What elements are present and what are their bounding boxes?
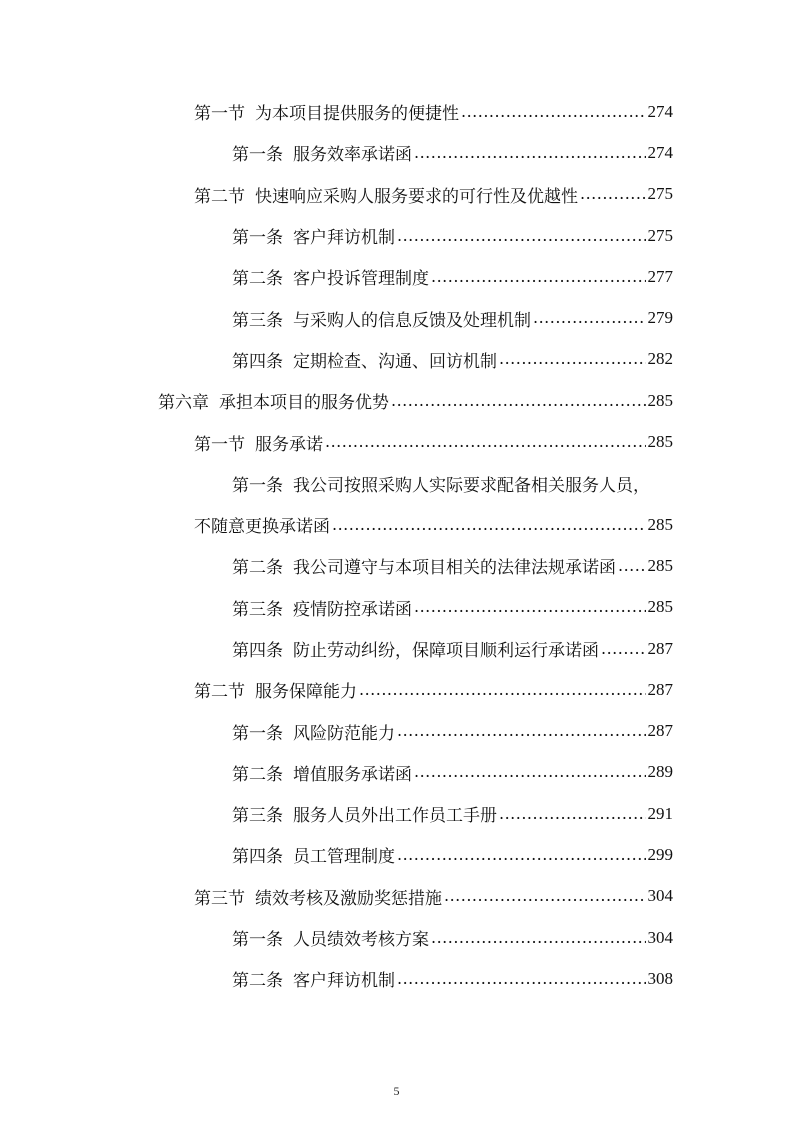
toc-entry-page: 285	[647, 555, 673, 575]
toc-entry-page: 285	[647, 597, 673, 617]
toc-dot-leader	[414, 760, 646, 784]
toc-entry-number: 第一条	[232, 930, 283, 951]
toc-entry-title: 我公司按照采购人实际要求配备相关服务人员，	[293, 475, 650, 496]
toc-entry-page: 291	[647, 803, 673, 823]
toc-entry[interactable]	[0, 504, 793, 545]
toc-entry-number: 第一条	[232, 228, 283, 249]
toc-entry-number: 第一条	[232, 723, 283, 744]
toc-dot-leader	[414, 141, 646, 165]
toc-entry-number: 第一节	[194, 104, 245, 125]
toc-entry-number: 第一条	[232, 475, 283, 496]
toc-dot-leader	[601, 637, 646, 661]
toc-entry-title: 人员绩效考核方案	[293, 930, 429, 951]
toc-entry-page: 274	[647, 101, 673, 121]
toc-entry-number: 第二条	[232, 971, 283, 992]
toc-entry-title: 客户拜访机制	[293, 971, 395, 992]
toc-entry-title: 增值服务承诺函	[293, 764, 412, 785]
toc-dot-leader	[414, 595, 646, 619]
toc-entry-page: 275	[647, 184, 673, 204]
toc-entry[interactable]	[0, 380, 793, 421]
toc-dot-leader	[359, 678, 646, 702]
toc-entry-title: 为本项目提供服务的便捷性	[255, 104, 459, 125]
toc-entry-page: 279	[647, 308, 673, 328]
toc-entry[interactable]	[0, 215, 793, 256]
toc-entry-title: 防止劳动纠纷，保障项目顺利运行承诺函	[293, 641, 599, 661]
toc-entry-title: 客户拜访机制	[293, 228, 395, 249]
toc-entry-page: 282	[647, 349, 673, 369]
toc-entry[interactable]	[0, 463, 793, 504]
toc-dot-leader	[580, 182, 646, 206]
toc-dot-leader	[397, 843, 646, 867]
toc-entry-page: 304	[647, 886, 673, 906]
toc-dot-leader	[431, 926, 646, 950]
toc-entry-title: 服务人员外出工作员工手册	[293, 806, 497, 827]
toc-entry-number: 第四条	[232, 847, 283, 868]
toc-entry[interactable]	[0, 91, 793, 132]
toc-entry[interactable]	[0, 669, 793, 710]
toc-entry[interactable]	[0, 793, 793, 834]
toc-entry[interactable]	[0, 628, 793, 669]
toc-entry-number: 第六章	[158, 393, 209, 414]
toc-entry[interactable]	[0, 876, 793, 917]
toc-dot-leader	[499, 802, 646, 826]
toc-entry[interactable]	[0, 834, 793, 875]
toc-entry-title: 绩效考核及激励奖惩措施	[255, 888, 442, 909]
toc-entry-page: 287	[647, 638, 673, 658]
toc-entry-title: 风险防范能力	[293, 723, 395, 744]
toc-entry-page: 304	[647, 927, 673, 947]
toc-entry-page: 285	[647, 390, 673, 410]
toc-entry[interactable]	[0, 132, 793, 173]
toc-entry-number: 第四条	[232, 351, 283, 372]
toc-entry-title: 服务保障能力	[255, 682, 357, 703]
toc-entry-title: 员工管理制度	[293, 847, 395, 868]
toc-entry-title: 承担本项目的服务优势	[219, 393, 389, 414]
toc-entry-page: 287	[647, 679, 673, 699]
toc-dot-leader	[397, 719, 646, 743]
toc-entry-page: 285	[647, 514, 673, 534]
toc-dot-leader	[618, 554, 646, 578]
toc-entry[interactable]	[0, 752, 793, 793]
toc-entry-page: 274	[647, 142, 673, 162]
toc-entry-page: 285	[647, 432, 673, 452]
table-of-contents	[0, 91, 793, 1000]
toc-entry-number: 第一条	[232, 145, 283, 166]
toc-entry[interactable]	[0, 174, 793, 215]
toc-entry-title: 服务效率承诺函	[293, 145, 412, 166]
toc-entry-title: 快速响应采购人服务要求的可行性及优越性	[255, 186, 578, 207]
toc-entry[interactable]	[0, 297, 793, 338]
toc-entry[interactable]	[0, 917, 793, 958]
toc-entry-title: 服务承诺	[255, 434, 323, 455]
toc-entry-number: 第三条	[232, 806, 283, 827]
toc-entry-title: 不随意更换承诺函	[194, 517, 330, 538]
toc-dot-leader	[332, 513, 646, 537]
toc-entry-page: 275	[647, 225, 673, 245]
toc-entry-title: 定期检查、沟通、回访机制	[293, 351, 497, 372]
toc-entry-number: 第三节	[194, 888, 245, 909]
toc-entry-title: 我公司遵守与本项目相关的法律法规承诺函	[293, 558, 616, 579]
page-number: 5	[393, 1084, 400, 1098]
toc-entry[interactable]	[0, 545, 793, 586]
toc-entry-page: 289	[647, 762, 673, 782]
toc-entry-title: 疫情防控承诺函	[293, 599, 412, 620]
toc-entry-number: 第二节	[194, 186, 245, 207]
toc-entry[interactable]	[0, 710, 793, 751]
toc-entry-number: 第四条	[232, 641, 283, 661]
toc-entry-number: 第三条	[232, 599, 283, 620]
toc-entry-page: 277	[647, 266, 673, 286]
toc-entry-number: 第二节	[194, 682, 245, 703]
toc-entry-title: 客户投诉管理制度	[293, 269, 429, 290]
toc-dot-leader	[397, 967, 646, 991]
toc-dot-leader	[533, 306, 646, 330]
toc-dot-leader	[391, 389, 646, 413]
toc-entry-page: 287	[647, 721, 673, 741]
toc-entry-page: 308	[647, 968, 673, 988]
toc-entry[interactable]	[0, 339, 793, 380]
toc-entry-number: 第二条	[232, 558, 283, 579]
toc-dot-leader	[431, 265, 646, 289]
toc-entry-number: 第二条	[232, 269, 283, 290]
toc-dot-leader	[444, 884, 646, 908]
toc-dot-leader	[499, 347, 646, 371]
toc-entry[interactable]	[0, 958, 793, 999]
toc-entry-title: 与采购人的信息反馈及处理机制	[293, 310, 531, 331]
toc-dot-leader	[397, 224, 646, 248]
toc-entry-number: 第二条	[232, 764, 283, 785]
toc-entry-page: 299	[647, 844, 673, 864]
toc-entry[interactable]	[0, 256, 793, 297]
toc-entry[interactable]	[0, 587, 793, 628]
toc-dot-leader	[325, 430, 646, 454]
toc-entry[interactable]	[0, 421, 793, 462]
toc-dot-leader	[461, 100, 646, 124]
toc-entry-number: 第三条	[232, 310, 283, 331]
toc-entry-number: 第一节	[194, 434, 245, 455]
